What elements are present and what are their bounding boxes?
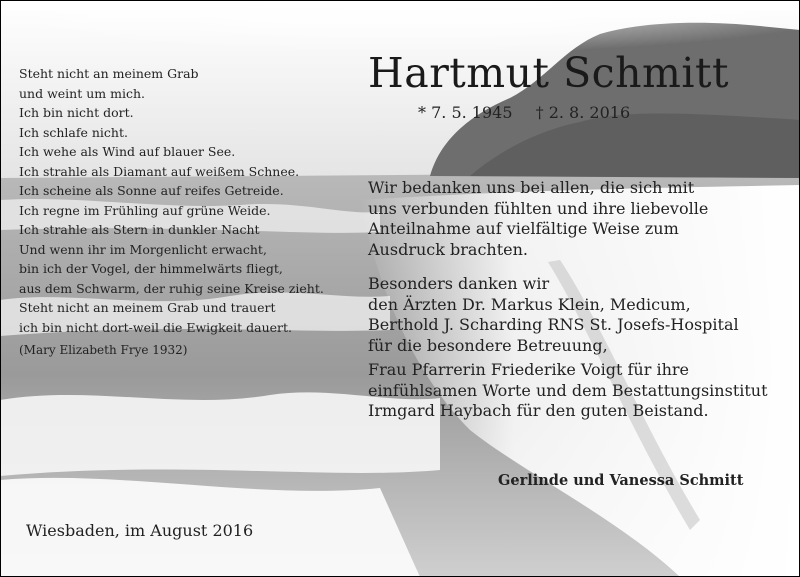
- thanks-line: Wir bedanken uns bei allen, die sich mit: [368, 178, 695, 197]
- thanks-line: Besonders danken wir: [368, 274, 550, 293]
- thanks-line: Frau Pfarrerin Friederike Voigt für ihre: [368, 360, 689, 379]
- death-date: † 2. 8. 2016: [535, 103, 631, 122]
- poem-line: Ich schlafe nicht.: [19, 124, 128, 140]
- life-dates: [418, 103, 630, 123]
- poem-line: Ich regne im Frühling auf grüne Weide.: [19, 202, 271, 218]
- poem-line: Ich scheine als Sonne auf reifes Getreide.: [19, 183, 284, 198]
- poem-line: Steht nicht an meinem Grab: [19, 66, 199, 81]
- poem-credit: (Mary Elizabeth Frye 1932): [19, 343, 188, 357]
- poem-line: bin ich der Vogel, der himmelwärts fliegt,: [19, 261, 283, 276]
- poem-line: aus dem Schwarm, der ruhig seine Kreise zieht.: [19, 280, 324, 296]
- place-and-date: Wiesbaden, im August 2016: [26, 521, 254, 540]
- poem: [19, 64, 349, 361]
- thank-you-text: [368, 178, 788, 422]
- poem-line: Ich strahle als Diamant auf weißem Schnee.: [19, 163, 300, 179]
- birth-date: * 7. 5. 1945: [418, 103, 513, 122]
- poem-line: Ich strahle als Stern in dunkler Nacht: [19, 222, 260, 237]
- family-signature: Gerlinde und Vanessa Schmitt: [498, 472, 744, 489]
- thanks-line: Ausdruck brachten.: [368, 239, 528, 259]
- poem-line: Ich bin nicht dort.: [19, 105, 134, 120]
- poem-line: Steht nicht an meinem Grab und trauert: [19, 300, 276, 315]
- thanks-line: Berthold J. Scharding RNS St. Josefs-Hospital: [368, 315, 739, 334]
- poem-line: Und wenn ihr im Morgenlicht erwacht,: [19, 241, 267, 257]
- deceased-name: Hartmut Schmitt: [368, 49, 729, 97]
- thanks-line: für die besondere Betreuung,: [368, 335, 608, 355]
- thanks-closing: [368, 360, 788, 422]
- poem-line: und weint um mich.: [19, 85, 145, 101]
- thanks-intro: [368, 178, 788, 260]
- thanks-line: einfühlsamen Worte und dem Bestattungsinstitut: [368, 380, 768, 400]
- thanks-line: den Ärzten Dr. Markus Klein, Medicum,: [368, 294, 691, 314]
- thanks-line: uns verbunden fühlten und ihre liebevolle: [368, 198, 709, 218]
- thanks-line: Anteilnahme auf vielfältige Weise zum: [368, 219, 679, 238]
- thanks-line: Irmgard Haybach für den guten Beistand.: [368, 401, 709, 420]
- poem-line: ich bin nicht dort-weil die Ewigkeit dauert.: [19, 319, 292, 335]
- thanks-special: [368, 274, 788, 356]
- poem-line: Ich wehe als Wind auf blauer See.: [19, 144, 236, 159]
